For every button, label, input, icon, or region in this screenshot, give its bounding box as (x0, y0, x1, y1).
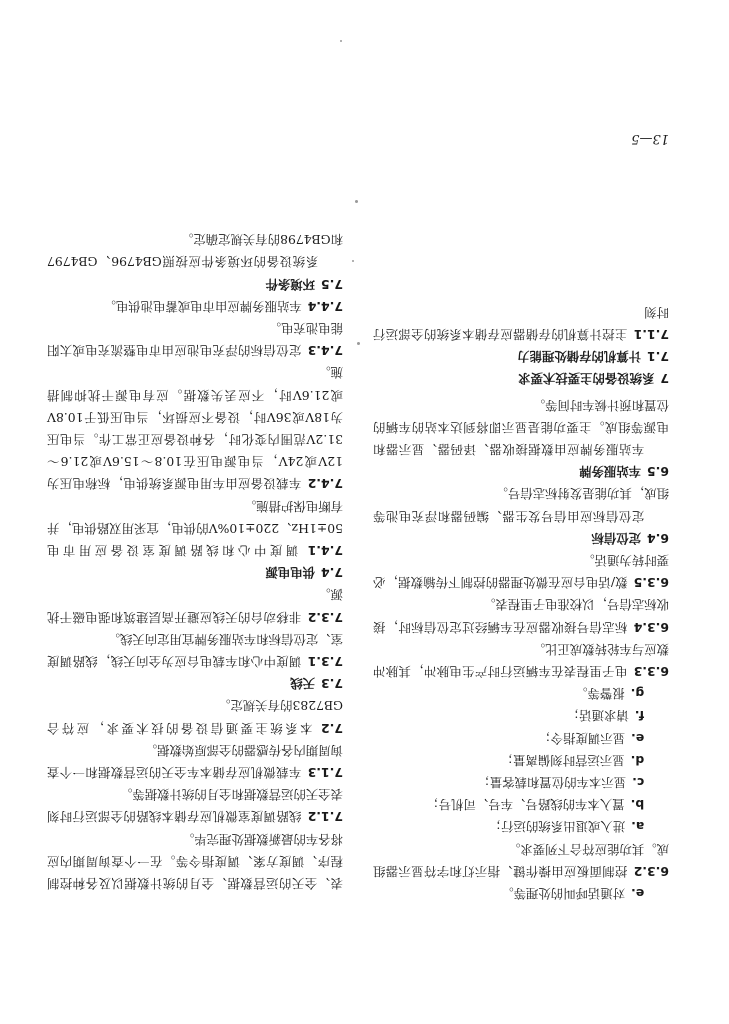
heading-text: 系统设备的主要技术要求 (518, 371, 655, 387)
clause-number: c. (632, 774, 645, 790)
clause-number: 6.3.4 (633, 619, 669, 635)
paragraph-text: 主控计算机的存储器应存储本系统的全部运行时刻 (373, 304, 669, 342)
clause-number: 7.2 (321, 720, 343, 736)
clause-number: 7.1 (647, 349, 669, 365)
paragraph (373, 815, 669, 837)
paragraph (47, 295, 343, 317)
clause-number: d. (630, 752, 645, 768)
paragraph (47, 628, 343, 672)
paragraph (47, 317, 343, 361)
paragraph (373, 593, 669, 637)
paragraph (373, 882, 669, 904)
clause-number: 7.4.4 (307, 298, 343, 314)
clause-number: 7.3.2 (307, 609, 343, 625)
paragraph-text: 系统设备的环境条件应按照GB4796、GB4797和GB4798的有关规定确定。 (47, 232, 343, 270)
paragraph (373, 549, 669, 593)
paragraph-text: 线路调度室微机应存储本线路的全部运行时刻表全天的运营数据和全月的统计数据等。 (47, 787, 343, 825)
paragraph-text: 控制面板应由操作键、指示灯和字符显示器组成。其功能应符合下列要求。 (373, 841, 669, 879)
heading-text: 计算机的存储处理能力 (517, 349, 642, 365)
heading-text: 定位信标 (591, 530, 642, 546)
clause-number: 7.1.2 (307, 809, 343, 825)
clause-number: 7.5 (321, 276, 343, 292)
paragraph (373, 771, 669, 793)
paragraph-text: 车站服务牌应由市电或蓄电池供电。 (103, 298, 302, 314)
paragraph-text: 置入本车的线路号、车号、司机号； (426, 797, 625, 813)
paragraph (47, 739, 343, 783)
paragraph (373, 793, 669, 815)
clause-number: 7.3.1 (307, 653, 343, 669)
paragraph-text: 报警等。 (575, 686, 625, 702)
clause-number: 7.3 (321, 676, 343, 692)
paragraph (47, 228, 343, 272)
section-heading (47, 561, 343, 583)
paragraph-text: 本系统主要通信设备的技术要求，应符合GB7283的有关规定。 (47, 698, 343, 736)
paragraph (47, 583, 343, 627)
scan-speck (355, 200, 358, 203)
heading-text: 环境条件 (265, 276, 316, 292)
paragraph-text: 标志信号接收器应在车辆经过定位信标时，接收标志信号，以校准电子里程表。 (373, 597, 669, 635)
clause-number: a. (631, 819, 645, 835)
paragraph (373, 682, 669, 704)
paragraph (373, 301, 669, 345)
paragraph-text: 电子里程表在车辆运行时产生电脉冲，其脉冲数应与车轮转数成正比。 (373, 641, 669, 679)
page-number: 13—5 (631, 131, 669, 146)
paragraph (47, 783, 343, 827)
paragraph-text: 车站服务牌应由数据接收器、译码器、显示器和电源等组成。主要功能是显示即将到达本站的车辆的位置和预计候车时间等。 (373, 397, 669, 457)
clause-number: g. (630, 686, 645, 702)
section-heading (373, 527, 669, 549)
paragraph-text: 数/话电台应在微处理器的控制下传输数据，必要时转为通话。 (373, 552, 669, 591)
right-text-column (47, 228, 343, 894)
paragraph-text: 显示本车的位置和载客量； (477, 774, 627, 790)
clause-number: 7.1.1 (633, 326, 669, 342)
heading-text: 车站服务牌 (579, 464, 642, 480)
clause-number: 6.3.5 (633, 575, 669, 591)
clause-number: e. (631, 886, 645, 901)
heading-text: 供电电源 (265, 565, 316, 581)
scan-speck (357, 342, 360, 345)
left-text-column (373, 301, 669, 904)
paragraph-text: 进入或退出系统的运行； (488, 819, 626, 835)
paragraph (47, 494, 343, 561)
paragraph (47, 694, 343, 738)
section-heading (47, 672, 343, 694)
clause-number: 7.1.3 (307, 764, 343, 780)
section-heading (373, 367, 669, 389)
clause-number: 6.3.3 (633, 663, 669, 679)
paragraph-text: 调度中心和车载电台应为全向天线，线路调度室、定位信标和车站服务牌宜用定向天线。 (47, 631, 343, 669)
paragraph-text: 对通话呼叫的处理等。 (501, 886, 626, 901)
paragraph-text: 请求通话； (566, 708, 629, 724)
clause-number: e. (631, 730, 645, 746)
clause-number: 7.4.2 (307, 476, 343, 492)
paragraph-text: 车载设备应由车用电源系统供电，标称电压为12V或24V，当电源电压在10.8～15.6V或21.6～31.2V范围内变化时，各种设备应正常工作。当电压为18V或36V时，设备不应损坏，当电压低于10.8V或21.6V时，不应丢失数据。应有电源干扰抑制措施。 (47, 365, 343, 492)
clause-number: 7.4 (321, 565, 343, 581)
paragraph-text: 非移动台的天线应避开高层建筑和强电磁干扰源。 (47, 587, 343, 625)
paragraph-text: 定位信标的浮充电池应由市电整流充电或太阳能电池充电。 (47, 320, 343, 359)
paragraph (47, 827, 343, 894)
clause-number: 7.4.3 (307, 343, 343, 359)
paragraph (373, 837, 669, 881)
section-heading (373, 345, 669, 367)
paragraph (47, 361, 343, 494)
paragraph-text: 车载微机应存储本车全天的运营数据和一个查询周期内各传感器的全部原始数据。 (47, 742, 343, 780)
scan-speck (340, 40, 342, 42)
clause-number: f. (634, 708, 645, 724)
clause-number: 6.3.2 (633, 863, 669, 879)
paragraph-text: 定位信标应由信号发生器、编码器和浮充电池等组成，其功能是发射标志信号。 (373, 486, 669, 524)
paragraph-text: 调度中心和线路调度室设备应用市电50±1Hz、220±10%V的供电，宜采用双路供电，并有断电保护措施。 (47, 498, 343, 558)
clause-number: b. (630, 797, 645, 813)
clause-number: 6.4 (647, 530, 669, 546)
clause-number: 6.5 (647, 464, 669, 480)
paragraph (373, 638, 669, 682)
paragraph (373, 393, 669, 460)
heading-text: 天线 (290, 676, 316, 692)
clause-number: 7 (660, 371, 669, 387)
paragraph-text: 表、全天的运营数据、全月的统计数据以及各种控制程序、调度方案、调度指令等。在一个查询周期内应将各车的最新数据处理完毕。 (47, 831, 343, 891)
paragraph-text: 显示运营时刻偏离量； (500, 752, 625, 768)
section-heading (373, 460, 669, 482)
clause-number: 7.4.1 (307, 542, 343, 558)
paragraph (373, 749, 669, 771)
section-heading (47, 272, 343, 294)
scan-speck (352, 260, 354, 262)
paragraph (373, 482, 669, 526)
paragraph (373, 704, 669, 726)
paragraph (373, 726, 669, 748)
paragraph-text: 显示调度指令； (538, 730, 626, 746)
